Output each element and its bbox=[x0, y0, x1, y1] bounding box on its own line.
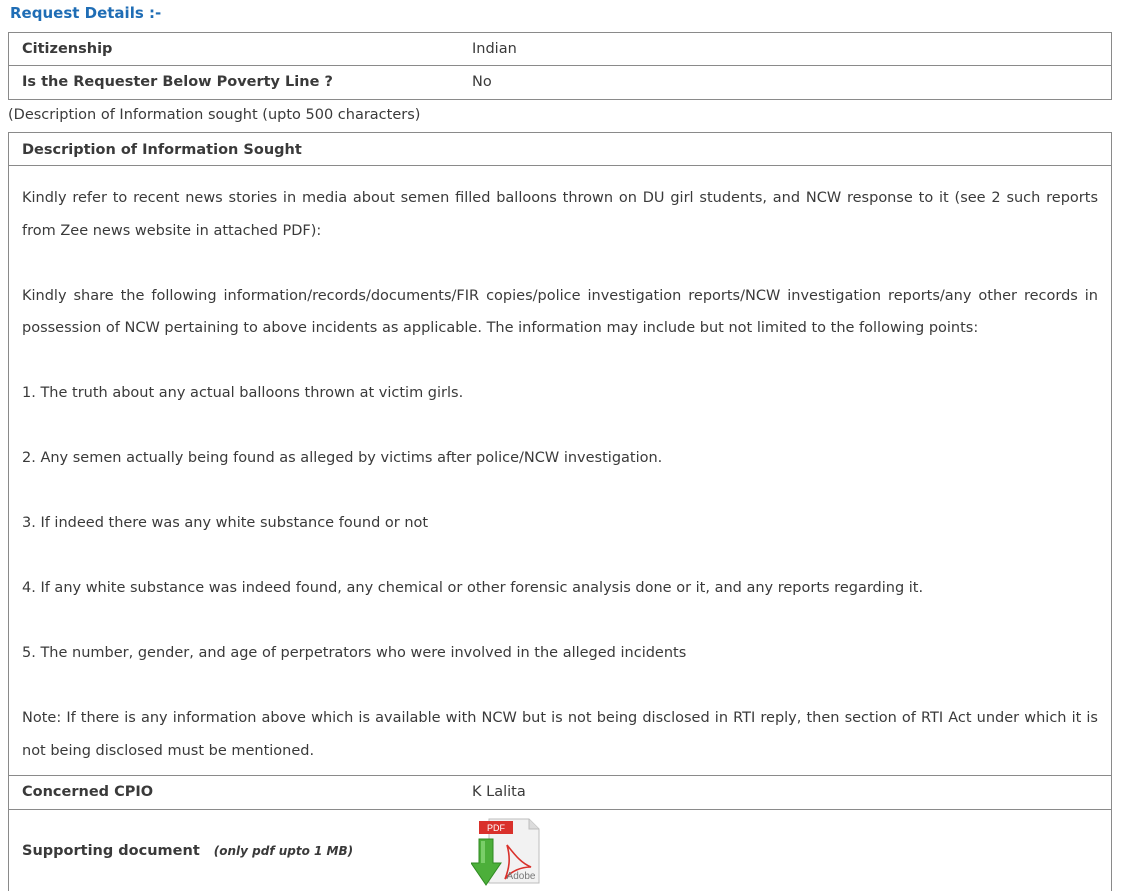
supporting-document-hint: (only pdf upto 1 MB) bbox=[213, 844, 354, 858]
description-paragraph: 1. The truth about any actual balloons thrown at victim girls. bbox=[22, 385, 464, 401]
citizenship-value: Indian bbox=[472, 41, 517, 57]
pdf-badge-text: PDF bbox=[487, 823, 505, 833]
cpio-row bbox=[9, 776, 1111, 810]
supporting-document-row bbox=[9, 810, 1111, 892]
supporting-document-label-text: Supporting document bbox=[22, 843, 200, 859]
cpio-value: K Lalita bbox=[472, 784, 526, 800]
supporting-document-label bbox=[22, 843, 353, 859]
pdf-adobe-text: Adobe bbox=[506, 871, 536, 882]
bpl-value: No bbox=[472, 74, 492, 90]
cpio-label: Concerned CPIO bbox=[22, 784, 154, 800]
description-header-row bbox=[9, 133, 1111, 166]
description-paragraph: Note: If there is any information above which is available with NCW but is not being disclosed in RTI reply, then section of RTI Act under which it is not being disclosed must be mentioned. bbox=[22, 710, 1098, 759]
description-paragraph: 2. Any semen actually being found as alleged by victims after police/NCW investigation. bbox=[22, 450, 663, 466]
description-paragraph: 3. If indeed there was any white substance found or not bbox=[22, 515, 429, 531]
description-header: Description of Information Sought bbox=[22, 142, 302, 158]
bpl-row bbox=[9, 66, 1111, 99]
description-paragraph: Kindly refer to recent news stories in media about semen filled balloons thrown on DU girl students, and NCW response to it (see 2 such reports from Zee news website in attached PDF): bbox=[22, 190, 1098, 239]
section-title: Request Details :- bbox=[10, 4, 162, 22]
citizenship-row bbox=[9, 33, 1111, 66]
description-paragraph: 5. The number, gender, and age of perpetrators who were involved in the alleged incidents bbox=[22, 645, 687, 661]
description-body bbox=[9, 166, 1111, 776]
description-paragraph: 4. If any white substance was indeed found, any chemical or other forensic analysis done or it, and any reports regarding it. bbox=[22, 580, 924, 596]
pdf-download-icon[interactable] bbox=[471, 815, 541, 887]
bpl-label: Is the Requester Below Poverty Line ? bbox=[22, 74, 333, 90]
description-caption: (Description of Information sought (upto 500 characters) bbox=[8, 107, 421, 123]
description-table bbox=[8, 132, 1112, 891]
description-paragraph: Kindly share the following information/records/documents/FIR copies/police investigation reports/NCW investigation reports/any other records in possession of NCW pertaining to above incidents as applicable. The information may include but not limited to the following points: bbox=[22, 287, 1098, 336]
request-details-table bbox=[8, 32, 1112, 100]
citizenship-label: Citizenship bbox=[22, 41, 113, 57]
